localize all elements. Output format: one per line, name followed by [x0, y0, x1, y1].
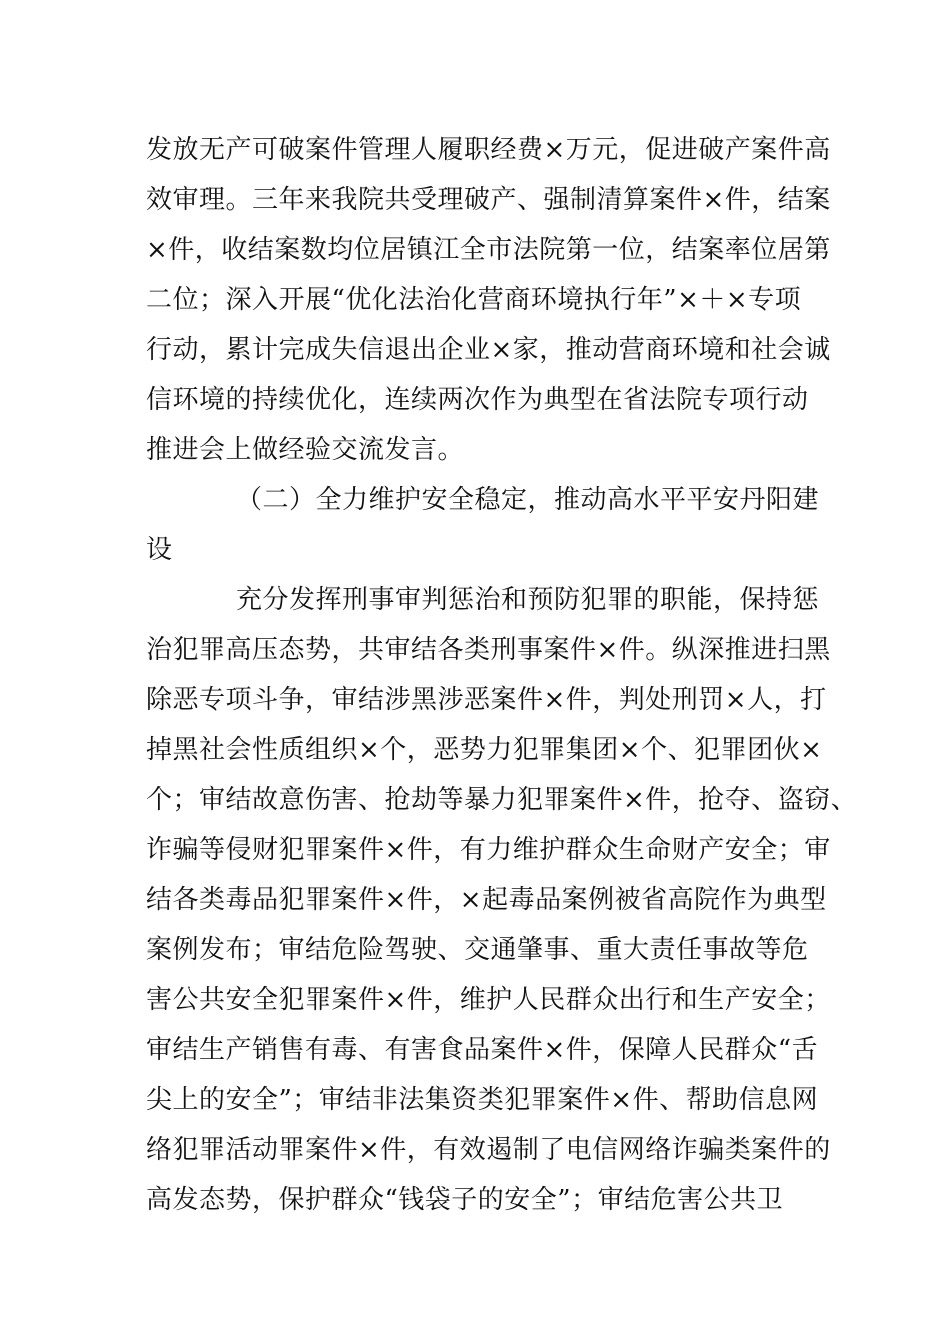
paragraph1-line: 发放无产可破案件管理人履职经费×万元，促进破产案件高 [146, 135, 831, 165]
paragraph2-line: 害公共安全犯罪案件×件，维护人民群众出行和生产安全； [146, 985, 831, 1015]
section-heading-continued: 设 [146, 535, 173, 565]
paragraph1-line: 二位；深入开展“优化法治化营商环境执行年”×＋×专项 [146, 285, 802, 315]
paragraph2-line: 络犯罪活动罪案件×件，有效遏制了电信网络诈骗类案件的 [146, 1135, 831, 1165]
paragraph2-line: 案例发布；审结危险驾驶、交通肇事、重大责任事故等危 [146, 935, 809, 965]
paragraph2-line: 除恶专项斗争，审结涉黑涉恶案件×件，判处刑罚×人，打 [146, 685, 827, 715]
paragraph2-line: 掉黑社会性质组织×个，恶势力犯罪集团×个、犯罪团伙× [146, 735, 823, 765]
paragraph1-line: 行动，累计完成失信退出企业×家，推动营商环境和社会诚 [146, 335, 831, 365]
paragraph2-line: 审结生产销售有毒、有害食品案件×件，保障人民群众“舌 [146, 1035, 819, 1065]
paragraph2-line: 诈骗等侵财犯罪案件×件，有力维护群众生命财产安全；审 [146, 835, 831, 865]
paragraph2-line: 结各类毒品犯罪案件×件，×起毒品案例被省高院作为典型 [146, 885, 827, 915]
paragraph2-line: 充分发挥刑事审判惩治和预防犯罪的职能，保持惩 [236, 585, 820, 615]
paragraph1-line: 信环境的持续优化，连续两次作为典型在省法院专项行动 [146, 385, 809, 415]
paragraph1-line: ×件，收结案数均位居镇江全市法院第一位，结案率位居第 [146, 235, 831, 265]
paragraph2-line: 高发态势，保护群众“钱袋子的安全”；审结危害公共卫 [146, 1185, 784, 1215]
paragraph1-line: 效审理。三年来我院共受理破产、强制清算案件×件，结案 [146, 185, 831, 215]
paragraph2-line: 尖上的安全”；审结非法集资类犯罪案件×件、帮助信息网 [146, 1085, 819, 1115]
paragraph2-line: 个；审结故意伤害、抢劫等暴力犯罪案件×件，抢夺、盗窃、 [146, 785, 858, 815]
paragraph1-line: 推进会上做经验交流发言。 [146, 435, 465, 465]
paragraph2-line: 治犯罪高压态势，共审结各类刑事案件×件。纵深推进扫黑 [146, 635, 831, 665]
section-heading: （二）全力维护安全稳定，推动高水平平安丹阳建 [236, 485, 820, 515]
